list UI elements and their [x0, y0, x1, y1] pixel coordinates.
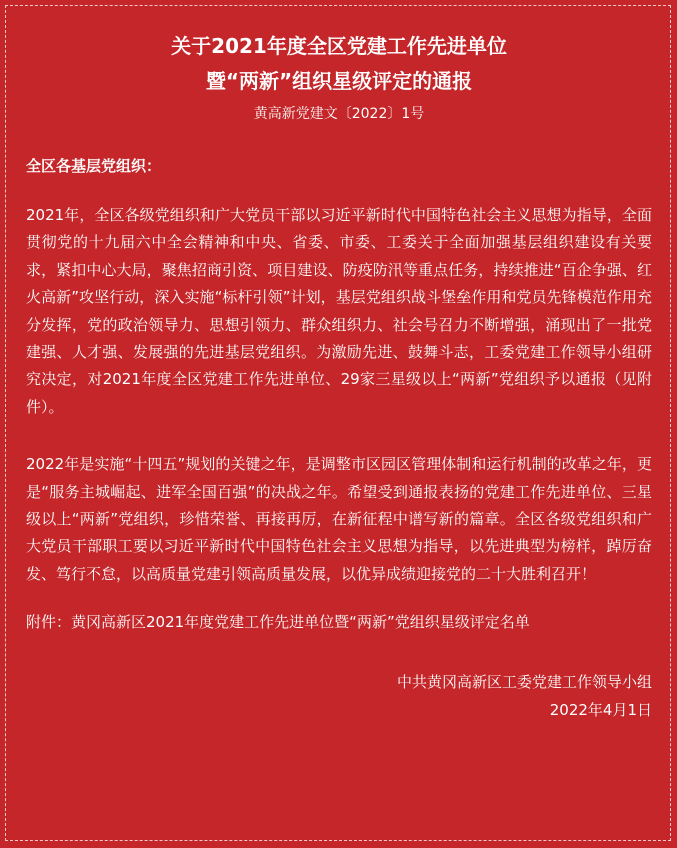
- body-paragraph-2: 2022年是实施“十四五”规划的关键之年，是调整市区园区管理体制和运行机制的改革之年，更是“服务主城崛起、进军全国百强”的决战之年。希望受到通报表扬的党建工作先进单位、三星级以上“两新”党组织，珍惜荣誉、再接再厉，在新征程中谱写新的篇章。全区各级党组织和广大党员干部职工要以习近平新时代中国特色社会主义思想为指导，以先进典型为榜样，踔厉奋发、笃行不怠，以高质量党建引领高质量发展，以优异成绩迎接党的二十大胜利召开！: [26, 455, 652, 583]
- attachment-note: 附件：黄冈高新区2021年度党建工作先进单位暨“两新”党组织星级评定名单: [26, 613, 530, 632]
- signature-date: 2022年4月1日: [549, 701, 652, 720]
- notice-document: [26, 29, 652, 723]
- title-line-2: 暨“两新”组织星级评定的通报: [205, 69, 473, 93]
- body-paragraph-1: 2021年，全区各级党组织和广大党员干部以习近平新时代中国特色社会主义思想为指导，全面贯彻党的十九届六中全会精神和中央、省委、市委、工委关于全面加强基层组织建设有关要求，紧扣中心大局，聚焦招商引资、项目建设、防疫防汛等重点任务，持续推进“百企争强、红火高新”攻坚行动，深入实施“标杆引领”计划，基层党组织战斗堡垒作用和党员先锋模范作用充分发挥，党的政治领导力、思想引领力、群众组织力、社会号召力不断增强，涌现出了一批党建强、人才强、发展强的先进基层党组织。为激励先进、鼓舞斗志，工委党建工作领导小组研究决定，对2021年度全区党建工作先进单位、29家三星级以上“两新”党组织予以通报（见附件）。: [26, 206, 652, 416]
- document-title: [26, 29, 652, 99]
- signature-organization: 中共黄冈高新区工委党建工作领导小组: [396, 673, 652, 692]
- salutation: 全区各基层党组织：: [26, 157, 162, 175]
- document-number: 黄高新党建文〔2022〕1号: [253, 106, 425, 122]
- title-line-1: 关于2021年度全区党建工作先进单位: [171, 34, 507, 58]
